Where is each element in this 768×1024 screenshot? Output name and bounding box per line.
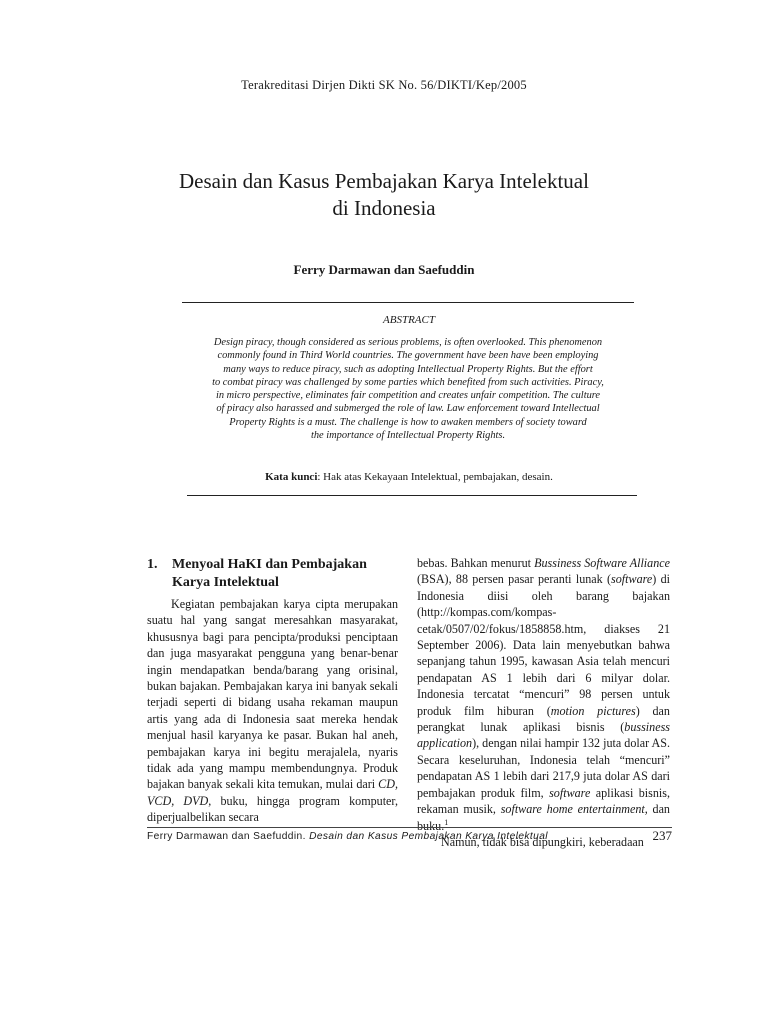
body-text-italic: Bussiness Software Alliance [534,556,670,570]
body-text: ) dan perangkat lunak aplikasi bisnis ( [417,703,670,735]
footer-article-title: Desain dan Kasus Pembajakan Karya Intelektual [309,831,548,842]
body-text: Kegiatan pembajakan karya cipta merupakan suatu hal yang sangat meresahkan masyarakat, khususnya bagi para pencipta/produksi penciptaan dan juga masyarakat pengguna yang benar-benar ingin mendapatkan benda/barang yang orisinal, bukan bajakan. Pembajakan karya ini banyak sekali terjadi seperti di bidang usaha rekaman maupun artis yang ada di Indonesia saat mereka hendak menjual hasil karyanya ke pasar. Bukan hal aneh, pembajakan karya ini begitu merajalela, nyaris tidak ada yang mampu membendungnya. Produk bajakan banyak sekali kita temukan, mulai dari [147,597,398,792]
footer-authors: Ferry Darmawan dan Saefuddin. [147,831,310,842]
abstract-line: in micro perspective, eliminates fair competition and creates unfair competition. The culture [215,390,601,402]
running-footer [147,831,627,842]
article-authors: Ferry Darmawan dan Saefuddin [293,262,475,277]
abstract-line: Design piracy, though considered as serious problems, is often overlooked. This phenomenon [213,337,603,348]
body-text: bebas. Bahkan menurut [417,556,535,570]
abstract-line: to combat piracy was challenged by some parties which benefited from such activities. Piracy, [212,376,604,388]
keywords-label: Kata kunci [265,471,318,483]
abstract-line: Property Rights is a must. The challenge is how to awaken members of society toward [229,416,587,428]
body-text: ), dengan nilai hampir 132 juta dolar AS. Secara keseluruhan, Indonesia telah “mencuri” pendapatan AS 1 lebih dari 217,9 juta dolar AS dari pembajakan produk film, [417,736,670,800]
page-number: 237 [652,828,672,843]
abstract-line: commonly found in Third World countries. The government have been have been employing [217,350,599,362]
article-title [100,168,668,222]
article-title-line-2: di Indonesia [332,196,436,220]
body-text-italic: software [549,785,591,800]
article-title-line-1: Desain dan Kasus Pembajakan Karya Intelektual [179,169,589,193]
abstract-top-divider [182,302,634,303]
body-text: , buku, hingga program komputer, diperjualbelikan secara [147,793,398,825]
body-text-italic: motion pictures [550,703,636,718]
keywords [0,471,768,483]
body-text-italic: bussiness application [417,720,670,751]
section-title: Menyoal HaKI dan Pembajakan Karya Intelektual [172,557,367,590]
body-column-left [147,596,398,826]
body-text: ) di Indonesia diisi oleh barang bajakan (http://kompas.com/kompas-cetak/0507/02/fokus/1858858.htm, diakses 21 September 2006). Data lain menyebutkan bahwa sepanjang tahun 1995, kawasan Asia telah mencuri pendapatan AS 1 lebih dari 6 milyar dolar. Indonesia tercatat “mencuri” 98 persen untuk produk film hiburan ( [417,572,670,718]
body-paragraph: Namun, tidak bisa dipungkiri, keberadaan [441,834,644,849]
keywords-text: : Hak atas Kekayaan Intelektual, pembajakan, desain. [317,471,553,483]
abstract-bottom-divider [187,495,637,496]
section-heading [147,556,397,592]
footer-divider [147,827,672,828]
body-paragraph [147,596,398,826]
abstract-body [188,336,628,442]
body-column-right [417,555,670,850]
journal-accreditation-note: Terakreditasi Dirjen Dikti SK No. 56/DIKTI/Kep/2005 [241,78,527,92]
body-text: aplikasi bisnis, rekaman musik, [417,785,670,817]
body-text: (BSA), 88 persen pasar peranti lunak ( [417,572,612,587]
abstract-line: of piracy also harassed and submerged the role of law. Law enforcement toward Intellectual [216,403,600,415]
body-text-italic: CD, VCD, DVD [147,777,398,808]
footnote-marker[interactable]: 1 [444,817,449,827]
section-number: 1. [147,557,158,572]
body-paragraph [417,555,670,834]
body-text-italic: software [611,572,653,587]
body-text: dan buku. [417,802,670,833]
abstract-line: many ways to reduce piracy, such as adopting Intellectual Property Rights. But the effort [223,363,593,375]
abstract-line: the importance of Intellectual Property Rights. [310,430,506,442]
body-text-italic: software home entertainment, [500,802,648,817]
abstract-heading: ABSTRACT [383,314,435,326]
